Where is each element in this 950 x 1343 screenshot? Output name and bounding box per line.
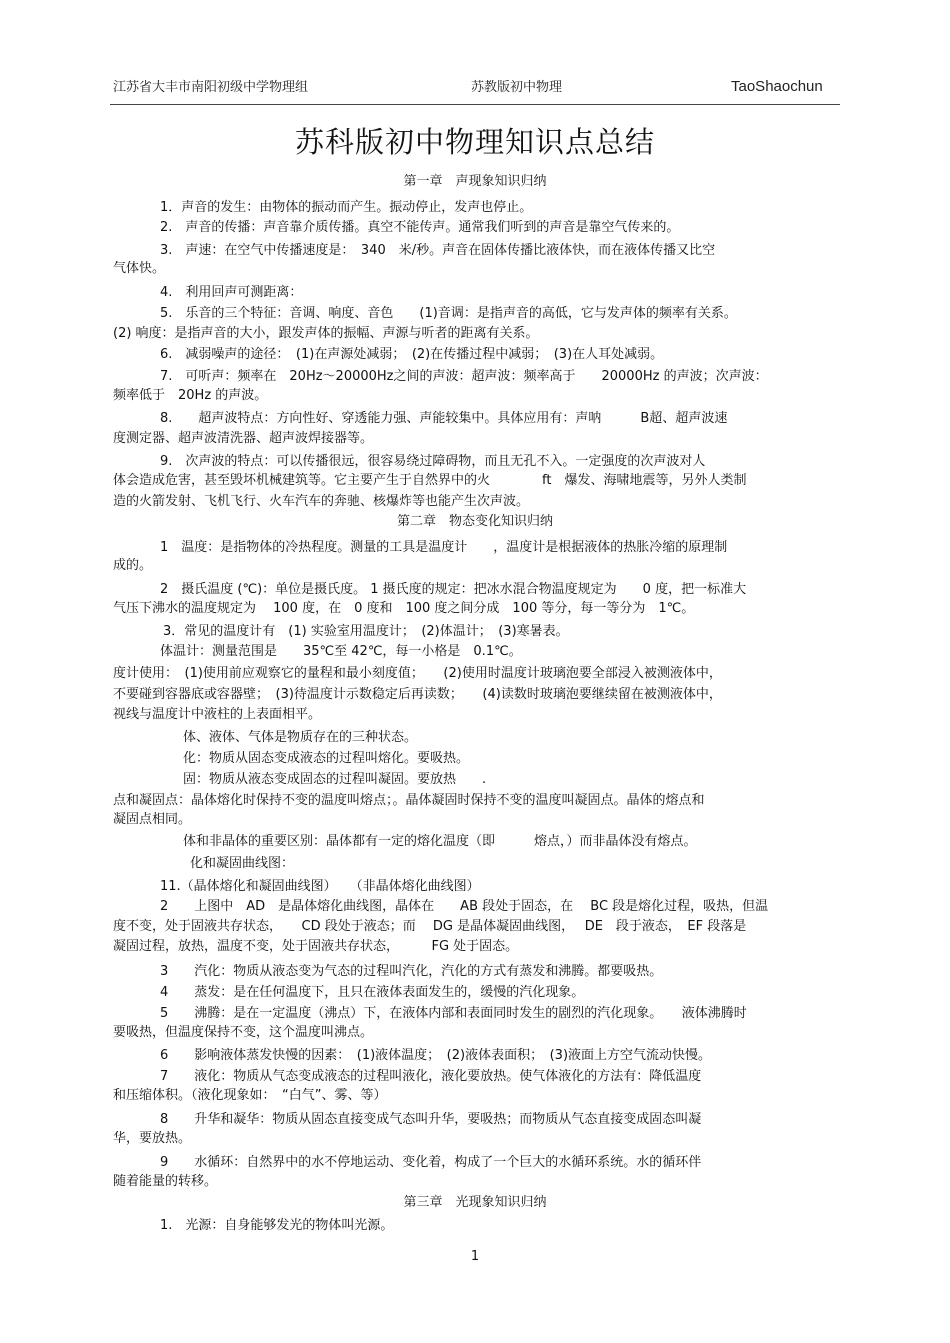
body-line: 要吸热，但温度保持不变，这个温度叫沸点。 <box>113 1025 374 1040</box>
body-line: 9. 次声波的特点：可以传播很远，很容易绕过障碍物，而且无孔不入。一定强度的次声波对人 <box>160 454 706 469</box>
page-title: 苏科版初中物理知识点总结 <box>294 125 655 159</box>
body-line: 点和凝固点：晶体熔化时保持不变的温度叫熔点；。晶体凝固时保持不变的温度叫凝固点。晶体的熔点和 <box>113 793 705 808</box>
body-line: 不要碰到容器底或容器壁； (3)待温度计示数稳定后再读数； (4)读数时玻璃泡要继续留在被测液体中， <box>113 687 722 702</box>
body-line: 造的火箭发射、飞机飞行、火车汽车的奔驰、核爆炸等也能产生次声波。 <box>113 494 530 509</box>
body-line: 度计使用： (1)使用前应观察它的量程和最小刻度值； (2)使用时温度计玻璃泡要全部浸入被测液体中， <box>113 666 722 681</box>
body-line: 和压缩体积。（液化现象如： “白气”、雾、等） <box>113 1088 387 1103</box>
body-line: 频率低于 20Hz 的声波。 <box>113 388 268 403</box>
body-line: 华，要放热。 <box>113 1131 192 1146</box>
body-line: 度测定器、超声波清洗器、超声波焊接器等。 <box>113 431 374 446</box>
body-line: 随着能量的转移。 <box>113 1174 218 1189</box>
header-right: TaoShaochun <box>731 78 823 95</box>
body-line: 11.（晶体熔化和凝固曲线图） （非晶体熔化曲线图） <box>160 879 480 894</box>
body-line: 固：物质从液态变成固态的过程叫凝固。要放热 . <box>183 772 487 787</box>
body-line: 1 温度：是指物体的冷热程度。测量的工具是温度计 ，温度计是根据液体的热胀冷缩的原理制 <box>160 540 728 555</box>
chapter-heading: 第一章 声现象知识归纳 <box>403 174 547 189</box>
body-line: 7 液化：物质从气态变成液态的过程叫液化，液化要放热。使气体液化的方法有：降低温度 <box>160 1069 702 1084</box>
body-line: 气压下沸水的温度规定为 100 度，在 0 度和 100 度之间分成 100 等分，每一等分为 1℃。 <box>113 601 695 616</box>
body-line: 度不变，处于固液共存状态， CD 段处于液态；而 DG 是晶体凝固曲线图， DE 段于液态， EF 段落是 <box>113 919 747 934</box>
body-line: 4 蒸发：是在任何温度下，且只在液体表面发生的，缓慢的汽化现象。 <box>160 985 585 1000</box>
body-line: 气体快。 <box>113 261 166 276</box>
body-line: (2) 响度：是指声音的大小，跟发声体的振幅、声源与听者的距离有关系。 <box>113 326 539 341</box>
body-line: 3 汽化：物质从液态变为气态的过程叫汽化，汽化的方式有蒸发和沸腾。都要吸热。 <box>160 964 663 979</box>
body-line: 化：物质从固态变成液态的过程叫熔化。要吸热。 <box>183 751 470 766</box>
body-line: 3. 声速：在空气中传播速度是： 340 米/秒。声音在固体传播比液体快，而在液体传播又比空 <box>160 243 716 258</box>
body-line: 2 上图中 AD 是晶体熔化曲线图，晶体在 AB 段处于固态，在 BC 段是熔化过程，吸热，但温 <box>160 899 769 914</box>
body-line: 5. 乐音的三个特征：音调、响度、音色 (1)音调：是指声音的高低，它与发声体的频率有关系。 <box>160 306 737 321</box>
body-line: 9 水循环：自然界中的水不停地运动、变化着，构成了一个巨大的水循环系统。水的循环伴 <box>160 1155 702 1170</box>
body-line: 2 摄氏温度 (℃)：单位是摄氏度。 1 摄氏度的规定：把冰水混合物温度规定为 0 度，把一标准大 <box>160 582 747 597</box>
body-line: 体、液体、气体是物质存在的三种状态。 <box>183 730 418 745</box>
body-line: 成的。 <box>113 558 153 573</box>
body-line: 体温计：测量范围是 35℃至 42℃，每一小格是 0.1℃。 <box>160 644 522 659</box>
body-line: 3．常见的温度计有 (1) 实验室用温度计； (2)体温计； (3)寒暑表。 <box>163 624 569 639</box>
body-line: 凝固过程，放热，温度不变，处于固液共存状态， FG 处于固态。 <box>113 939 519 954</box>
body-line: 8. 超声波特点：方向性好、穿透能力强、声能较集中。具体应用有：声呐 B超、超声波速 <box>160 411 728 426</box>
body-line: 化和凝固曲线图： <box>190 856 295 871</box>
body-line: 4. 利用回声可测距离： <box>160 285 303 300</box>
body-line: 6. 减弱噪声的途径： (1)在声源处减弱； (2)在传播过程中减弱； (3)在人耳处减弱。 <box>160 347 664 362</box>
body-line: 1. 光源：自身能够发光的物体叫光源。 <box>160 1218 394 1233</box>
header-rule <box>110 104 840 105</box>
header-center: 苏教版初中物理 <box>471 80 563 95</box>
chapter-heading: 第二章 物态变化知识归纳 <box>396 514 553 529</box>
page-number: 1 <box>470 1249 480 1264</box>
header-left: 江苏省大丰市南阳初级中学物理组 <box>113 80 309 95</box>
body-line: 凝固点相同。 <box>113 812 192 827</box>
body-line: 1．声音的发生：由物体的振动而产生。振动停止，发声也停止。 <box>160 200 533 215</box>
body-line: 8 升华和凝华：物质从固态直接变成气态叫升华，要吸热；而物质从气态直接变成固态叫凝 <box>160 1112 702 1127</box>
body-line: 7. 可听声：频率在 20Hz～20000Hz之间的声波：超声波：频率高于 20000Hz 的声波；次声波： <box>160 369 768 384</box>
body-line: 体会造成危害，甚至毁坏机械建筑等。它主要产生于自然界中的火 ft 爆发、海啸地震等，另外人类制 <box>113 473 747 488</box>
body-line: 5 沸腾：是在一定温度（沸点）下，在液体内部和表面同时发生的剧烈的汽化现象。 液体沸腾时 <box>160 1006 747 1021</box>
body-line: 体和非晶体的重要区别：晶体都有一定的熔化温度（即 熔点，）而非晶体没有熔点。 <box>183 834 697 849</box>
body-line: 视线与温度计中液柱的上表面相平。 <box>113 707 322 722</box>
body-line: 2. 声音的传播：声音靠介质传播。真空不能传声。通常我们听到的声音是靠空气传来的。 <box>160 220 680 235</box>
body-line: 6 影响液体蒸发快慢的因素： (1)液体温度； (2)液体表面积； (3)液面上方空气流动快慢。 <box>160 1048 712 1063</box>
chapter-heading: 第三章 光现象知识归纳 <box>403 1195 547 1210</box>
